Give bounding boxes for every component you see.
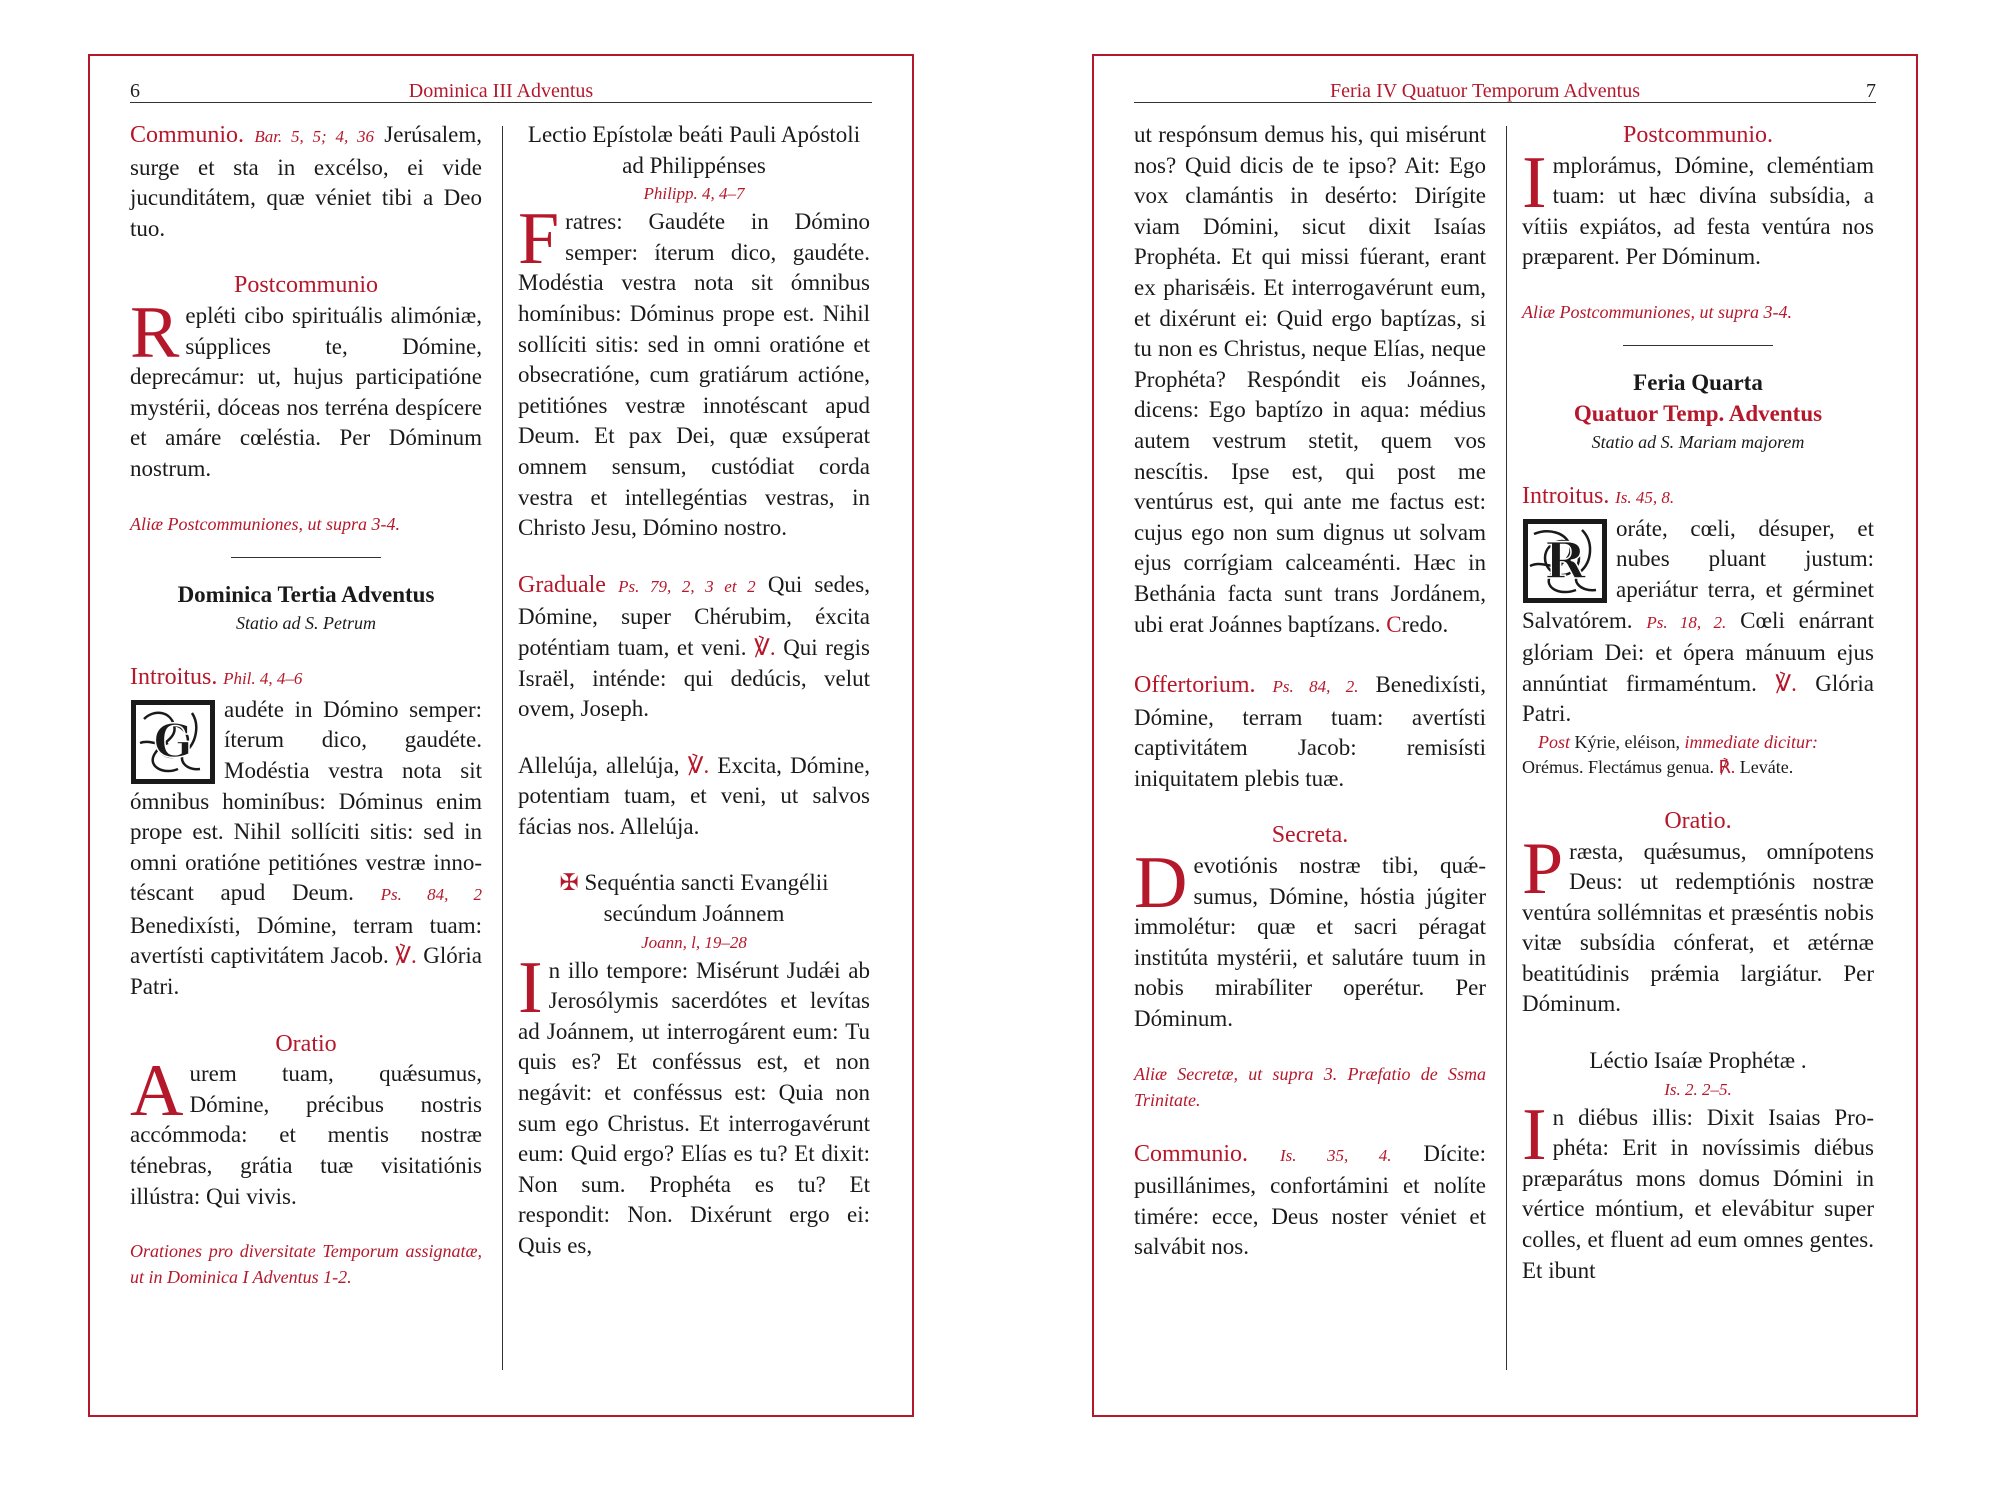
credo-rest: redo.: [1401, 611, 1449, 637]
lectio-text: n diébus illis: Dixit Isaias Prophéta: Erit in novíssimis diébus præparátus mons domus Dómini in vértice móntium, et elevábitur super colles, et fluent ad eum omnes gentes. Et ibunt: [1522, 1104, 1874, 1283]
communio-label: Communio.: [130, 122, 245, 148]
page-number: 7: [1866, 80, 1876, 102]
graduale-label: Graduale: [518, 571, 606, 598]
postcommunio-text-block: [130, 291, 482, 485]
introitus-psalm-ref: Ps. 84, 2: [380, 885, 483, 905]
introitus-label: Introitus.: [130, 664, 218, 691]
drop-cap: A: [130, 1050, 184, 1133]
left-column-1: [130, 120, 482, 1290]
svg-text:G: G: [153, 713, 193, 768]
communio-text: Jerúsalem, surge et sta in excélso, ei vide jucunditátem, quæ véniet tibi a Deo tuo.: [130, 122, 483, 241]
postcommuniones-note: Aliæ Postcommuniones, ut supra 3-4.: [1522, 301, 1792, 322]
right-column-1: [1134, 120, 1486, 1263]
communio-section: [1134, 1139, 1486, 1263]
sequentia-title-block: [518, 868, 870, 929]
left-column-2: [518, 120, 870, 1262]
postcommunio-heading: Postcommunio: [233, 272, 378, 299]
drop-cap: I: [1522, 141, 1547, 224]
offertorium-text: Benedixísti, Dómine, terram tuam: avertísti captivitátem Jacob: remisísti iniquitatem plebis tuæ.: [1134, 672, 1486, 791]
alleluia-versicle-text: Excita, Dómine, potentiam tuam, et veni, ut salvos fácias nos. Allelúja.: [518, 752, 870, 839]
versicle-icon: ℣.: [754, 634, 776, 660]
alleluia-section: [518, 751, 870, 843]
dominica-title: Dominica Tertia Adventus: [177, 581, 435, 607]
postcommuniones-note: Aliæ Postcommuniones, ut supra 3-4.: [130, 513, 400, 534]
page-header: [1134, 70, 1876, 103]
oratio-text: urem tuam, quǽsumus, Dómine, précibus nostris accómmoda: et mentis nostræ ténebras, grátia tuæ visitatiónis illústra: Qui vivis.: [130, 1061, 482, 1209]
offertorium-label: Offertorium.: [1134, 672, 1256, 699]
drop-cap: D: [1134, 842, 1188, 925]
drop-cap: I: [518, 946, 543, 1029]
postcommunio-text-block: [1522, 141, 1874, 273]
versicle-icon: ℣.: [687, 752, 710, 778]
right-column-2: [1522, 120, 1874, 1286]
communio-text: Dícite: pusillánimes, confortámini et nolíte timére: ecce, Deus noster véniet et salvábit nos.: [1134, 1140, 1487, 1260]
lectio-title: Léctio Isaíæ Prophétæ .: [1589, 1048, 1807, 1074]
evangelium-text-block: [518, 946, 870, 1262]
feria-subtitle: Quatuor Temp. Adventus: [1573, 400, 1823, 426]
drop-cap: I: [1522, 1093, 1547, 1176]
drop-cap: P: [1522, 827, 1564, 910]
secreta-heading: Secreta.: [1271, 822, 1349, 849]
gloria-patri: Glória Patri.: [1522, 670, 1874, 727]
offertorium-ref: Ps. 84, 2.: [1272, 677, 1359, 697]
sequentia-title: Sequéntia sancti Evangélii secúndum Joánnem: [584, 870, 829, 927]
lectio-text-block: [518, 198, 870, 544]
introitus-section: [1522, 481, 1874, 730]
kyrie-rubric: [1538, 730, 1874, 755]
communio-ref: Is. 35, 4.: [1279, 1145, 1392, 1165]
illuminated-initial-icon: [130, 699, 216, 785]
postcommunio-heading: Postcommunio.: [1622, 122, 1773, 148]
postcommunio-text: mplorámus, Dómine, cleméntiam tuam: ut hæc divína subsídia, a vítiis expiátos, ad festa ventúra nos præparent. Per Dóminum.: [1522, 152, 1874, 270]
oremus-text: Orémus. Flectámus genua.: [1522, 756, 1714, 777]
column-divider: [1506, 126, 1507, 1370]
offertorium-section: [1134, 670, 1486, 794]
page-header: [130, 70, 872, 103]
levate-text: Leváte.: [1739, 756, 1794, 777]
separator-rule: [231, 557, 381, 558]
graduale-text: Qui sedes, Dómine, super Chérubim, éxcita poténtiam tuam, et veni.: [518, 571, 870, 660]
running-title: Feria IV Quatuor Temporum Adventus: [1329, 80, 1641, 102]
oratio-text-block: [1522, 827, 1874, 1021]
oratio-heading: Oratio: [275, 1030, 337, 1057]
lectio-text: ratres: Gaudéte in Dómino semper: íterum dico, gaudéte. Modéstia vestra nota sit ómnibus homínibus: Dóminus prope est. Nihil sollíciti sitis: sed in omni oratióne et obsecratióne, cum gratiárum actióne, petitiónes vestræ innotéscant apud Deum. Et pax Dei, quæ exsúperat omnem sensum, custódiat corda vestra et intellegéntias vestras, in Christo Jesu, Dómino nostro.: [518, 209, 870, 541]
alleluia-text: Allelúja, allelúja,: [518, 752, 680, 778]
lectio-ref: Philipp. 4, 4–7: [643, 184, 745, 204]
svg-text:R: R: [1544, 530, 1586, 590]
kyrie-text: Kýrie, eléison,: [1574, 731, 1680, 752]
post-word: Post: [1538, 731, 1571, 752]
introitus-label: Introitus.: [1522, 483, 1610, 510]
secretae-note: Aliæ Secretæ, ut supra 3. Præfatio de Ssma Trinitate.: [1134, 1063, 1486, 1110]
evangelium-continued: [1134, 120, 1486, 640]
lectio-ref: Is. 2. 2–5.: [1664, 1079, 1732, 1099]
drop-cap: F: [518, 198, 560, 281]
graduale-section: [518, 570, 870, 725]
introitus-psalm-text: Cœli enárrant glóriam Dei: et ópera mánuum ejus annúntiat firmaméntum.: [1522, 607, 1875, 696]
communio-ref: Bar. 5, 5; 4, 36: [254, 127, 374, 146]
immediate-text: immediate dicitur:: [1684, 731, 1818, 752]
statio: Statio ad S. Petrum: [236, 613, 376, 634]
introitus-psalm-ref: Ps. 18, 2.: [1646, 612, 1727, 632]
lectio-title: Lectio Epístolæ beáti Pauli Apóstoli ad Philippénses: [527, 122, 861, 178]
introitus-psalm-text: Benedixísti, Dómine, terram tuam: avertísti captivitátem Jacob.: [130, 912, 482, 969]
right-page: [1092, 54, 1918, 1417]
versicle-icon: ℣.: [395, 943, 417, 969]
introitus-section: [130, 662, 482, 1003]
versicle-icon: ℣.: [1775, 670, 1797, 696]
feria-title: Feria Quarta: [1633, 369, 1763, 395]
sequentia-ref: Joann, l, 19–28: [641, 932, 747, 952]
statio: Statio ad S. Mariam majorem: [1591, 432, 1805, 453]
oratio-text-block: [130, 1050, 482, 1212]
communio-label: Communio.: [1134, 1140, 1249, 1167]
column-divider: [502, 126, 503, 1370]
graduale-ref: Ps. 79, 2, 3 et 2: [618, 576, 756, 596]
gloria-patri: Glória Patri.: [130, 943, 482, 1000]
drop-cap: R: [130, 291, 180, 374]
running-title: Dominica III Adventus: [408, 80, 594, 102]
introitus-ref: Is. 45, 8.: [1615, 488, 1675, 508]
response-icon: ℟.: [1718, 756, 1736, 777]
communio-section: [130, 120, 482, 244]
credo-initial: C: [1386, 611, 1402, 637]
oremus-line: [1522, 755, 1874, 780]
evangelium-cont-text: ut respónsum demus his, qui misérunt nos? Quid dicis de te ipso? Ait: Ego vox clamántis in desérto: Dirígite viam Dómini, sicut dixit Isaías Prophéta. Et qui missi fúerant, erant ex pharisǽis. Et interrogavérunt eum, et dixérunt ei: Quid ergo baptízas, si tu non es Christus, neque Elías, neque Prophéta? Respóndit eis Joánnes, dicens: Ego baptízo in aqua: médius autem vestrum stetit, quem vos nescítis. Ipse est, qui post me ventúrus est, qui ante me factus est: cujus ego non sum dignus ut solvam ejus corrígiam calceaménti. Hæc in Bethánia facta sunt trans Jordánem, ubi erat Joánnes baptízans.: [1134, 122, 1486, 637]
evangelium-text: n illo tempore: Misérunt Judǽi ab Jerosólymis sacerdótes et levítas ad Joánnem, ut interrogárent eum: Tu quis es? Et conféssus est, et non negávit: et conféssus est: Quia non sum ego Christus. Et interrogavérunt eum: Quid ergo? Elías es tu? Et dixit: Non sum. Prophéta es tu? Et respondit: Non. Dixérunt ergo ei: Quis es,: [518, 957, 870, 1258]
separator-rule: [1623, 345, 1773, 346]
graduale-versicle-text: Qui regis Israël, inténde: qui dedúcis, velut ovem, Joseph.: [518, 634, 871, 722]
cross-icon: ✠: [559, 870, 579, 896]
secreta-text-block: [1134, 842, 1486, 1035]
introitus-text: audéte in Dómino semper: íterum dico, gaudéte. Modéstia vestra nota sit ómnibus hominíbus: Dóminus enim prope est. Nihil sollíciti sitis: sed in omni oratióne petitiónes vestræ innotéscant apud Deum.: [130, 696, 482, 906]
orationes-note: Orationes pro diversitate Temporum assignatæ, ut in Dominica I Adventus 1-2.: [130, 1241, 482, 1288]
postcommunio-text: epléti cibo spirituális alimóniæ, súpplices te, Dómine, deprecámur: ut, hujus participatióne mystérii, dóceas nos terréna despícere et amáre cœléstia. Per Dóminum nostrum.: [130, 302, 482, 481]
lectio-text-block: [1522, 1093, 1874, 1287]
left-page: [88, 54, 914, 1417]
secreta-text: evotiónis nostræ tibi, quǽsumus, Dómine, hóstia júgiter immolétur: quæ et sacri péragat institúta mystérii, et salutáre tuum in nobis mirabíliter operétur. Per Dóminum.: [1134, 853, 1486, 1032]
introitus-ref: Phil. 4, 4–6: [223, 669, 303, 689]
illuminated-initial-icon: [1522, 518, 1608, 604]
page-number: 6: [130, 80, 140, 102]
oratio-heading: Oratio.: [1664, 807, 1732, 834]
introitus-text: oráte, cœli, désuper, et nubes pluant justum: aperiátur terra, et gérminet Salvatórem.: [1522, 515, 1874, 633]
oratio-text: ræsta, quǽsumus, omnípotens Deus: ut redemptiónis nostræ ventúra sollémnitas et præséntis nobis vitæ subsídia cónferat, et ætérnæ beatitúdinis prǽmia largiátur. Per Dóminum.: [1522, 838, 1874, 1017]
